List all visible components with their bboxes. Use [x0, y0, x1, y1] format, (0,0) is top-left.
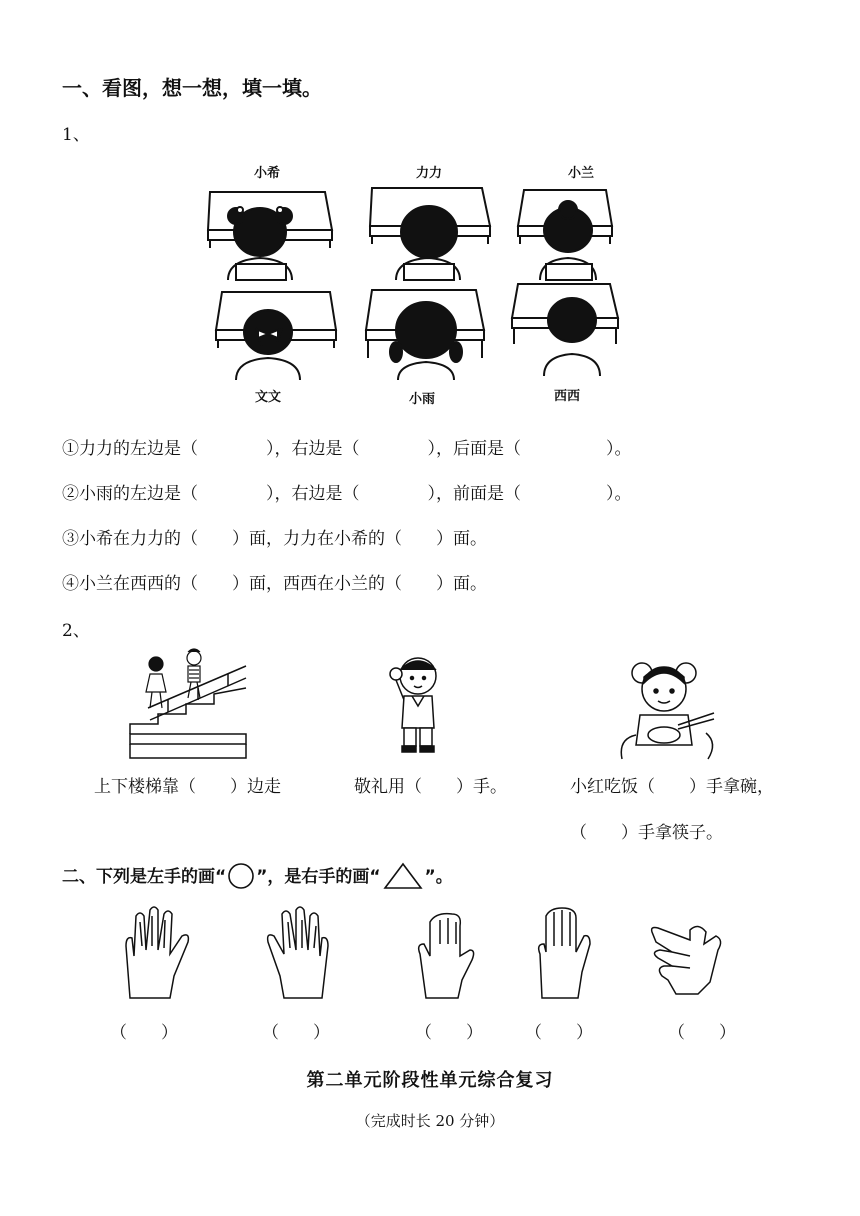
triangle-icon	[381, 862, 425, 890]
bowl	[648, 727, 680, 743]
section1-heading: 一、看图，想一想，填一填。	[62, 76, 322, 100]
label-xiaoyu: 小雨	[409, 392, 436, 407]
section2-heading-part1: 二、下列是左手的画“	[62, 867, 227, 887]
caption-stairs: 上下楼梯靠（ ）边走	[94, 777, 281, 797]
caption-eating-line1: 小红吃饭（ ）手拿碗，	[570, 777, 774, 797]
section2-heading-part2: ”，是右手的画“	[256, 867, 381, 887]
label-xiaolan: 小兰	[568, 166, 595, 181]
caption-salute: 敬礼用（ ）手。	[354, 777, 507, 797]
unit-title: 第二单元阶段性单元综合复习	[306, 1070, 554, 1091]
classroom-seating-illustration	[200, 180, 650, 390]
label-lili: 力力	[416, 166, 443, 181]
saluting-hand	[390, 668, 402, 680]
answer-blank-2[interactable]: （ ）	[262, 1023, 330, 1043]
circle-symbol	[226, 866, 256, 888]
label-xiaoxi: 小希	[254, 166, 281, 181]
girl-figure	[146, 657, 166, 708]
section2-heading	[62, 862, 453, 888]
answer-blank-5[interactable]: （ ）	[668, 1023, 736, 1043]
answer-blank-1[interactable]: （ ）	[110, 1023, 178, 1043]
salute-illustration	[382, 652, 450, 756]
desk-student-xiaoyu	[366, 290, 484, 380]
hand-2-back-icon	[266, 906, 336, 1002]
triangle-symbol	[381, 866, 425, 888]
hand-1-palm-icon	[118, 906, 196, 1002]
hand-5-pointing-icon	[650, 922, 724, 998]
hand-3-fist-icon	[412, 910, 478, 1000]
desk-student-xiaoxi	[208, 192, 332, 280]
label-xixi: 西西	[554, 389, 581, 404]
desk-student-wenwen	[216, 292, 336, 380]
hand-4-fist-icon	[532, 906, 592, 1000]
answer-blank-4[interactable]: （ ）	[525, 1023, 593, 1043]
caption-eating-line2: （ ）手拿筷子。	[570, 823, 723, 843]
question1-number: 1、	[62, 125, 90, 145]
desk-student-lili	[370, 188, 490, 280]
label-wenwen: 文文	[255, 390, 282, 405]
circle-icon	[226, 862, 256, 890]
stairs-illustration	[128, 648, 252, 760]
eating-illustration	[618, 655, 722, 759]
question-1-4: ④小兰在西西的（ ）面，西西在小兰的（ ）面。	[62, 574, 487, 594]
desk-student-xiaolan	[518, 190, 612, 280]
answer-blank-3[interactable]: （ ）	[415, 1023, 483, 1043]
time-limit-note: （完成时长 20 分钟）	[355, 1112, 505, 1130]
boy-figure	[187, 649, 201, 698]
question-1-3: ③小希在力力的（ ）面，力力在小希的（ ）面。	[62, 529, 487, 549]
question2-number: 2、	[62, 621, 90, 641]
desk-student-xixi	[512, 284, 618, 376]
question-1-1: ①力力的左边是（ ），右边是（ ），后面是（ ）。	[62, 439, 632, 459]
question-1-2: ②小雨的左边是（ ），右边是（ ），前面是（ ）。	[62, 484, 632, 504]
section2-heading-part3: ”。	[424, 867, 453, 887]
